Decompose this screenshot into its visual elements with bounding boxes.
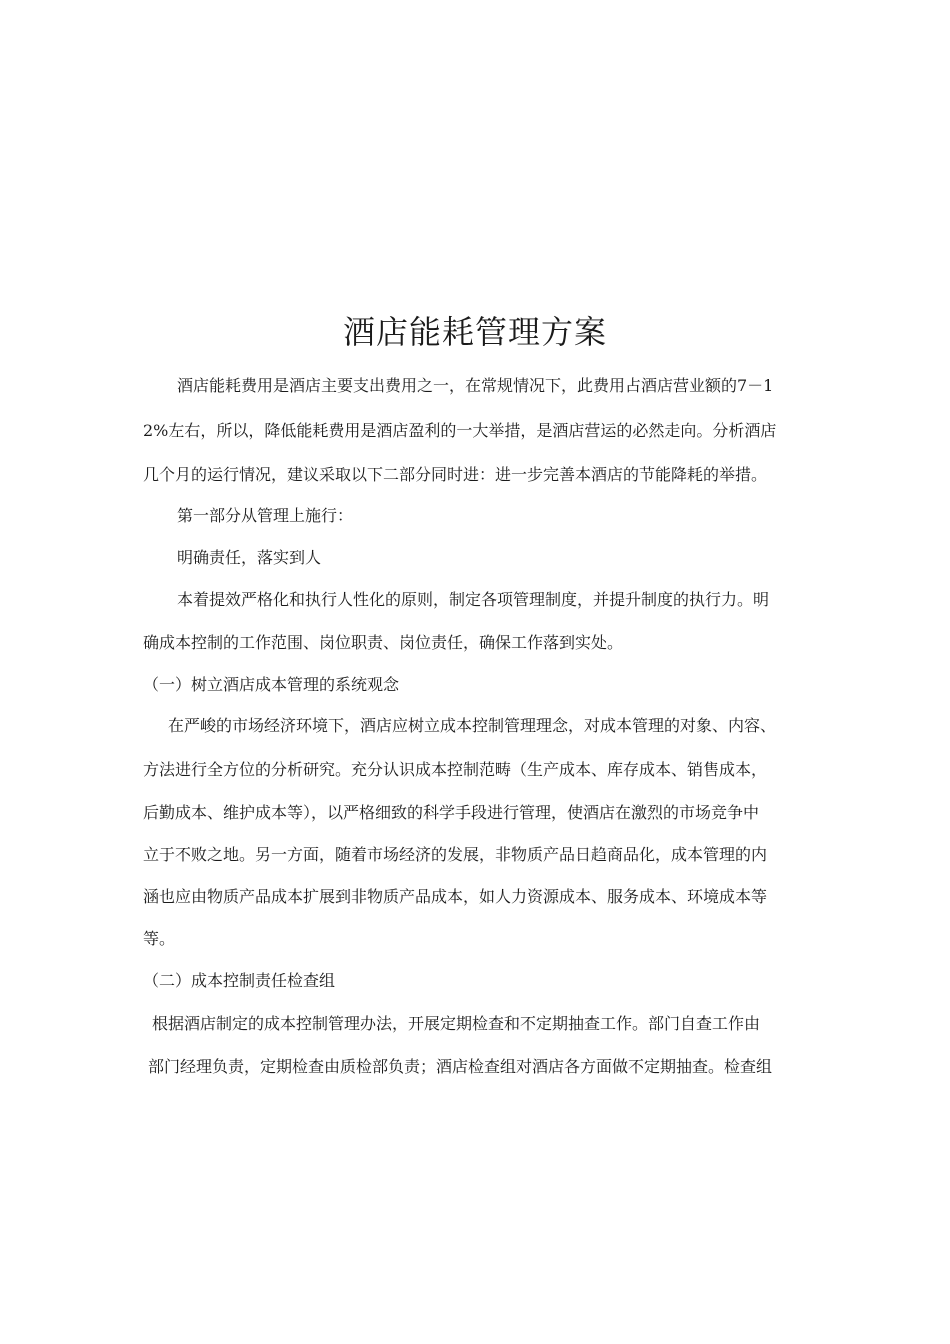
section1-line-5: 涵也应由物质产品成本扩展到非物质产品成本，如人力资源成本、服务成本、环境成本等 [143, 887, 768, 906]
intro-line-1: 酒店能耗费用是酒店主要支出费用之一，在常规情况下，此费用占酒店营业额的7－1 [177, 376, 774, 395]
intro-line-2: 2%左右，所以，降低能耗费用是酒店盈利的一大举措，是酒店营运的必然走向。分析酒店 [143, 421, 777, 440]
intro-line-3: 几个月的运行情况，建议采取以下二部分同时进：进一步完善本酒店的节能降耗的举措。 [143, 465, 768, 484]
section1-heading: （一）树立酒店成本管理的系统观念 [143, 675, 400, 694]
section2-line-2: 部门经理负责，定期检查由质检部负责；酒店检查组对酒店各方面做不定期抽查。检查组 [148, 1057, 773, 1076]
section1-line-2: 方法进行全方位的分析研究。充分认识成本控制范畴（生产成本、库存成本、销售成本， [143, 760, 768, 779]
section2-heading: （二）成本控制责任检查组 [143, 971, 336, 990]
part1-heading: 第一部分从管理上施行： [177, 506, 354, 525]
section1-line-3: 后勤成本、维护成本等），以严格细致的科学手段进行管理，使酒店在激烈的市场竞争中 [143, 803, 760, 822]
section1-line-6: 等。 [143, 929, 176, 948]
section1-line-1: 在严峻的市场经济环境下，酒店应树立成本控制管理理念，对成本管理的对象、内容、 [168, 716, 777, 735]
document-title: 酒店能耗管理方案 [342, 313, 607, 351]
section1-line-4: 立于不败之地。另一方面，随着市场经济的发展，非物质产品日趋商品化，成本管理的内 [143, 845, 768, 864]
principle-line-2: 确成本控制的工作范围、岗位职责、岗位责任，确保工作落到实处。 [143, 633, 624, 652]
responsibility-subheading: 明确责任，落实到人 [177, 548, 322, 567]
principle-line-1: 本着提效严格化和执行人性化的原则，制定各项管理制度，并提升制度的执行力。明 [177, 590, 770, 609]
section2-line-1: 根据酒店制定的成本控制管理办法，开展定期检查和不定期抽查工作。部门自查工作由 [152, 1014, 761, 1033]
